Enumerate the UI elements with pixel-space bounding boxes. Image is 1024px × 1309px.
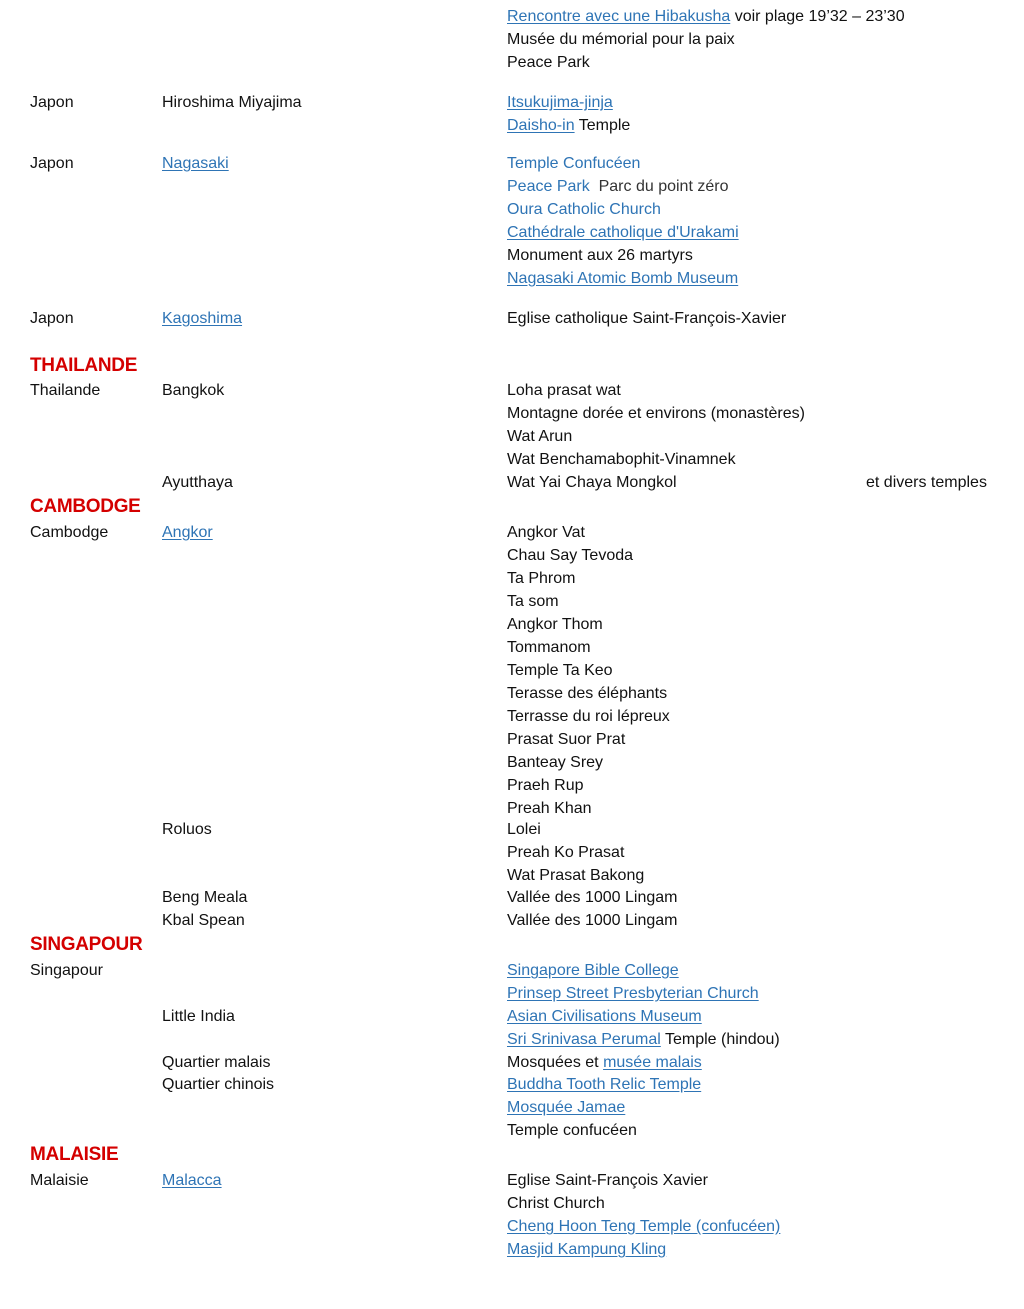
site-label: Vallée des 1000 Lingam xyxy=(507,889,678,906)
nagasaki-link[interactable]: Nagasaki xyxy=(162,155,229,172)
list-item xyxy=(0,636,1024,659)
site-label: Wat Benchamabophit-Vinamnek xyxy=(507,451,736,468)
section-heading-singapour: SINGAPOUR xyxy=(30,934,143,955)
site-peace-memorial-museum: Musée du mémorial pour la paix xyxy=(507,31,735,48)
city-label: Hiroshima Miyajima xyxy=(162,94,302,111)
list-item xyxy=(0,705,1024,728)
table-row xyxy=(0,379,1024,402)
itsukujima-link[interactable]: Itsukujima-jinja xyxy=(507,94,613,111)
perumal-suffix: Temple (hindou) xyxy=(660,1031,780,1048)
city-label: Beng Meala xyxy=(162,889,248,906)
site-label: Vallée des 1000 Lingam xyxy=(507,912,678,929)
list-item xyxy=(0,841,1024,864)
list-item xyxy=(0,774,1024,797)
site-label: Wat Arun xyxy=(507,428,573,445)
site-label: Montagne dorée et environs (monastères) xyxy=(507,405,805,422)
country-label: Singapour xyxy=(30,962,103,979)
list-item xyxy=(0,590,1024,613)
country-label: Malaisie xyxy=(30,1172,89,1189)
site-oura-church: Oura Catholic Church xyxy=(507,201,661,218)
site-label: Terrasse du roi lépreux xyxy=(507,708,670,725)
list-item xyxy=(0,1096,1024,1119)
site-label: Temple Ta Keo xyxy=(507,662,613,679)
list-item xyxy=(0,728,1024,751)
site-label: Loha prasat wat xyxy=(507,382,621,399)
asian-civilisations-museum-link[interactable]: Asian Civilisations Museum xyxy=(507,1008,702,1025)
kagoshima-link[interactable]: Kagoshima xyxy=(162,310,243,327)
site-label: Preah Ko Prasat xyxy=(507,844,625,861)
site-label: Angkor Vat xyxy=(507,524,585,541)
mosques-label: Mosquées et xyxy=(507,1054,604,1071)
list-item xyxy=(0,544,1024,567)
list-item xyxy=(0,613,1024,636)
list-item xyxy=(0,982,1024,1005)
site-label: Tommanom xyxy=(507,639,591,656)
site-label: Wat Yai Chaya Mongkol xyxy=(507,474,677,491)
list-item xyxy=(0,659,1024,682)
list-item xyxy=(0,448,1024,471)
country-label: Japon xyxy=(30,310,74,327)
site-label: Christ Church xyxy=(507,1195,605,1212)
table-row xyxy=(0,886,1024,909)
section-heading-thailande: THAILANDE xyxy=(30,355,138,376)
list-item xyxy=(0,567,1024,590)
list-item xyxy=(0,221,1024,244)
list-item xyxy=(0,682,1024,705)
list-item xyxy=(0,864,1024,887)
site-label: Chau Say Tevoda xyxy=(507,547,634,564)
site-peace-park xyxy=(507,175,728,198)
table-row xyxy=(0,91,1024,114)
list-item xyxy=(0,1119,1024,1142)
prinsep-church-link[interactable]: Prinsep Street Presbyterian Church xyxy=(507,985,759,1002)
list-item xyxy=(0,267,1024,290)
city-label: Little India xyxy=(162,1008,235,1025)
urakami-cathedral-link[interactable]: Cathédrale catholique d'Urakami xyxy=(507,224,739,241)
site-label: Prasat Suor Prat xyxy=(507,731,626,748)
site-label: Ta Phrom xyxy=(507,570,576,587)
list-item xyxy=(0,28,1024,51)
list-item xyxy=(0,1238,1024,1261)
list-item xyxy=(0,1215,1024,1238)
list-item xyxy=(0,198,1024,221)
table-row xyxy=(0,307,1024,330)
country-label: Thailande xyxy=(30,382,101,399)
city-label: Quartier malais xyxy=(162,1054,271,1071)
peace-park-label: Peace Park xyxy=(507,178,590,195)
perumal-link[interactable]: Sri Srinivasa Perumal xyxy=(507,1031,661,1048)
site-hibakusha xyxy=(507,5,905,28)
daisho-in-link[interactable]: Daisho-in xyxy=(507,117,575,134)
site-saint-francois-xavier: Eglise catholique Saint-François-Xavier xyxy=(507,310,787,327)
angkor-link[interactable]: Angkor xyxy=(162,524,213,541)
list-item xyxy=(0,425,1024,448)
country-label: Japon xyxy=(30,94,74,111)
site-label: Preah Khan xyxy=(507,800,592,817)
site-mosques xyxy=(507,1051,702,1074)
table-row xyxy=(0,959,1024,982)
mosquee-jamae-link[interactable]: Mosquée Jamae xyxy=(507,1099,626,1116)
site-label: Temple confucéen xyxy=(507,1122,637,1139)
hibakusha-note: voir plage 19’32 – 23’30 xyxy=(730,8,905,25)
table-row xyxy=(0,152,1024,175)
list-item xyxy=(0,797,1024,820)
city-label: Ayutthaya xyxy=(162,474,233,491)
site-label: Eglise Saint-François Xavier xyxy=(507,1172,708,1189)
table-row xyxy=(0,818,1024,841)
cheng-hoon-teng-link[interactable]: Cheng Hoon Teng Temple (confucéen) xyxy=(507,1218,781,1235)
table-row xyxy=(0,1169,1024,1192)
list-item xyxy=(0,51,1024,74)
table-row xyxy=(0,521,1024,544)
table-row xyxy=(0,909,1024,932)
country-label: Japon xyxy=(30,155,74,172)
site-perumal-temple xyxy=(507,1028,780,1051)
city-label: Roluos xyxy=(162,821,212,838)
table-row xyxy=(0,1005,1024,1028)
site-daisho-in xyxy=(507,114,630,137)
kampung-kling-link[interactable]: Masjid Kampung Kling xyxy=(507,1241,667,1258)
city-label: Quartier chinois xyxy=(162,1076,275,1093)
peace-park-note: Parc du point zéro xyxy=(589,178,729,195)
malay-museum-link[interactable]: musée malais xyxy=(603,1054,702,1071)
site-label: Lolei xyxy=(507,821,541,838)
site-label: Wat Prasat Bakong xyxy=(507,867,645,884)
site-note: et divers temples xyxy=(866,474,987,491)
city-label: Kbal Spean xyxy=(162,912,245,929)
site-label: Terasse des éléphants xyxy=(507,685,668,702)
list-item xyxy=(0,5,1024,28)
country-label: Cambodge xyxy=(30,524,109,541)
section-heading-cambodge: CAMBODGE xyxy=(30,496,141,517)
list-item xyxy=(0,244,1024,267)
daisho-in-suffix: Temple xyxy=(574,117,631,134)
list-item xyxy=(0,1028,1024,1051)
list-item xyxy=(0,751,1024,774)
bible-college-link[interactable]: Singapore Bible College xyxy=(507,962,679,979)
atomic-bomb-museum-link[interactable]: Nagasaki Atomic Bomb Museum xyxy=(507,270,739,287)
list-item xyxy=(0,114,1024,137)
section-heading-malaisie: MALAISIE xyxy=(30,1144,119,1165)
site-label: Praeh Rup xyxy=(507,777,584,794)
table-row xyxy=(0,1051,1024,1074)
hibakusha-link[interactable]: Rencontre avec une Hibakusha xyxy=(507,8,731,25)
table-row xyxy=(0,471,1024,494)
site-label: Banteay Srey xyxy=(507,754,604,771)
list-item xyxy=(0,402,1024,425)
site-confucian-temple: Temple Confucéen xyxy=(507,155,641,172)
list-item xyxy=(0,175,1024,198)
table-row xyxy=(0,1073,1024,1096)
site-26-martyrs: Monument aux 26 martyrs xyxy=(507,247,693,264)
malacca-link[interactable]: Malacca xyxy=(162,1172,222,1189)
buddha-tooth-temple-link[interactable]: Buddha Tooth Relic Temple xyxy=(507,1076,702,1093)
site-label: Ta som xyxy=(507,593,559,610)
city-label: Bangkok xyxy=(162,382,225,399)
site-peace-park: Peace Park xyxy=(507,54,590,71)
list-item xyxy=(0,1192,1024,1215)
site-label: Angkor Thom xyxy=(507,616,603,633)
